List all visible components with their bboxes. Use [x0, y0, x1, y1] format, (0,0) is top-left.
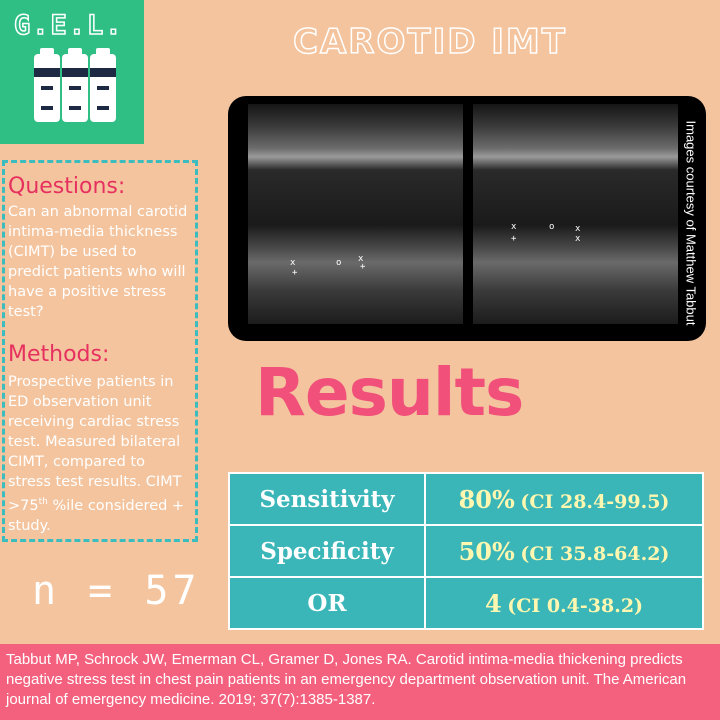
row-value: 4 (CI 0.4-38.2)	[425, 577, 703, 629]
row-label: Specificity	[229, 525, 425, 577]
sample-size: n = 57	[32, 568, 201, 614]
citation-footer	[0, 644, 720, 720]
results-heading: Results	[255, 354, 524, 431]
caliper-mark: o	[336, 258, 342, 268]
methods-heading: Methods:	[8, 342, 110, 367]
ultrasound-images	[228, 96, 706, 341]
caliper-mark: x	[575, 224, 581, 234]
caliper-mark: x	[575, 234, 581, 244]
questions-heading: Questions:	[8, 174, 126, 199]
methods-text: Prospective patients in ED observation unit receiving cardiac stress test. Measured bilateral CIMT, compared to stress test results. CIMT >75th %ile considered + study.	[8, 374, 185, 534]
caliper-mark: +	[511, 234, 517, 244]
citation-text: Tabbut MP, Schrock JW, Emerman CL, Gramer D, Jones RA. Carotid intima-media thickening predicts negative stress test in chest pain patients in an emergency department observation unit. The American journal of emergency medicine. 2019; 37(7):1385-1387.	[6, 651, 687, 708]
caliper-mark: x	[511, 222, 517, 232]
logo	[0, 0, 144, 144]
table-row	[229, 473, 703, 525]
row-label: OR	[229, 577, 425, 629]
caliper-mark: +	[292, 268, 298, 278]
caliper-mark: x	[290, 258, 296, 268]
row-label: Sensitivity	[229, 473, 425, 525]
logo-text: G.E.L.	[14, 10, 124, 41]
row-value: 50% (CI 35.8-64.2)	[425, 525, 703, 577]
ultrasound-image-left	[248, 104, 463, 324]
caliper-mark: o	[549, 222, 555, 232]
results-table	[228, 472, 704, 630]
caliper-mark: x	[358, 254, 364, 264]
page-title: CAROTID IMT	[293, 22, 567, 62]
row-value: 80% (CI 28.4-99.5)	[425, 473, 703, 525]
ultrasound-image-right	[473, 104, 678, 324]
caliper-mark: +	[360, 262, 366, 272]
table-row	[229, 577, 703, 629]
image-credit: Images courtesy of Matthew Tabbut	[683, 120, 699, 326]
questions-text: Can an abnormal carotid intima-media thickness (CIMT) be used to predict patients who will have a positive stress test?	[8, 204, 188, 320]
table-row	[229, 525, 703, 577]
